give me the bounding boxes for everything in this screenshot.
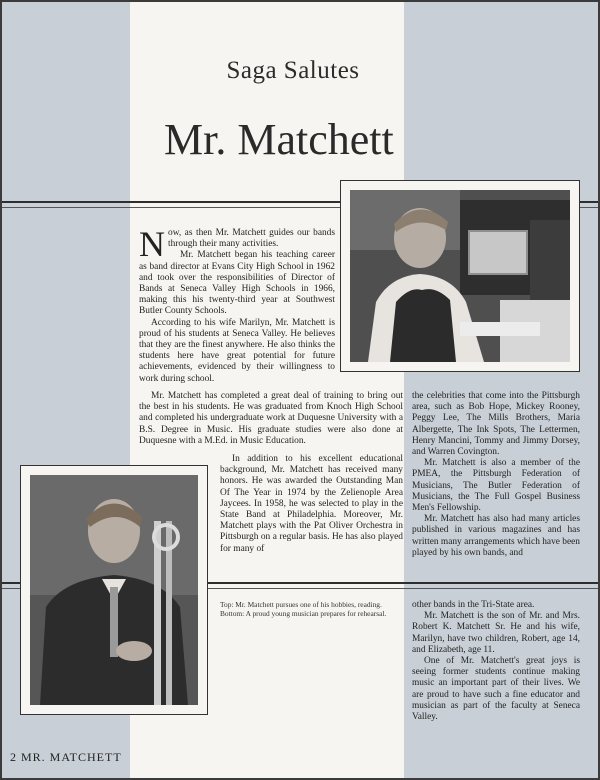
paragraph-tristate: other bands in the Tri-State area.	[412, 600, 535, 610]
photo-musician	[30, 475, 198, 705]
paragraph-opening	[139, 224, 335, 264]
photo-musician-image	[30, 475, 198, 705]
photo-reading-frame	[340, 180, 580, 372]
article-block-celebrities	[412, 391, 580, 559]
kicker: Saga Salutes	[226, 57, 360, 84]
paragraph-opening-text: ow, as then Mr. Matchett guides our bands through their many activities.	[168, 228, 335, 250]
article-block-training	[139, 391, 403, 447]
article-block-honors	[220, 454, 403, 555]
page-folio: 2 MR. MATCHETT	[10, 750, 122, 764]
paragraph-family: Mr. Matchett is the son of Mr. and Mrs. Robert K. Matchett Sr. He and his wife, Marilyn, have two children, Robert, age 14, and Elizabeth, age 11.	[412, 611, 580, 655]
photo-reading-image	[350, 190, 570, 362]
drop-cap: N	[139, 224, 165, 264]
paragraph-marilyn: According to his wife Marilyn, Mr. Matchett is proud of his students at Seneca Valley. He believes that they are the finest anywhere. He also thinks the students here have great potential for future achievements, evidenced by their willingness to work during school.	[139, 317, 335, 384]
photo-captions	[220, 600, 390, 618]
caption-bottom: Bottom: A proud young musician prepares for rehearsal.	[220, 609, 387, 618]
paragraph-memberships: Mr. Matchett is also a member of the PMEA, the Pittsburgh Federation of Musicians, The Butler Federation of Musicians, the The Full Gospel Business Men's Fellowship.	[412, 458, 580, 514]
paragraph-publications: Mr. Matchett has also had many articles published in various magazines and has written many arrangements which have been played by his own bands, and	[412, 514, 580, 558]
paragraph-career: Mr. Matchett began his teaching career as band director at Evans City High School in 1962 and took over the responsibilities of Director of Bands at Seneca Valley High Schools in 1966, making this his twenty-third year at Southwest Butler County Schools.	[139, 250, 335, 317]
page-title: Mr. Matchett	[164, 115, 394, 164]
paragraph-joys: One of Mr. Matchett's great joys is seeing former students continue making music an important part of their lives. We are proud to have such a fine educator and musician as part of the faculty at Seneca Valley.	[412, 656, 580, 723]
article-block-top	[139, 224, 335, 385]
paragraph-celebrities: the celebrities that come into the Pittsburgh area, such as Bob Hope, Mickey Rooney, Peggy Lee, The Mills Brothers, Maria Albergette, The Ink Spots, The Lettermen, Henry Mancini, Tommy and Jimmy Dorsey, and Warren Covington.	[412, 391, 580, 458]
photo-musician-frame	[20, 465, 208, 715]
article-block-family	[412, 600, 580, 723]
caption-top: Top: Mr. Matchett pursues one of his hobbies, reading.	[220, 600, 382, 609]
paragraph-honors: In addition to his excellent educational background, Mr. Matchett has received many honors. He was awarded the Outstanding Man Of The Year in 1974 by the Zelienople Area Jaycees. In 1958, he was selected to play in the State Band at Philadelphia. Moreover, Mr. Matchett plays with the Pat Oliver Orchestra in Pittsburgh on a regular basis. He has also played for many of	[220, 454, 403, 554]
photo-reading	[350, 190, 570, 362]
paragraph-training: Mr. Matchett has completed a great deal of training to bring out the best in his students. He was graduated from Knoch High School and completed his undergraduate work at Duquesne University with a B.S. Degree in Music. His graduate studies were also done at Duquesne with a M.Ed. in Music Education.	[139, 391, 403, 446]
